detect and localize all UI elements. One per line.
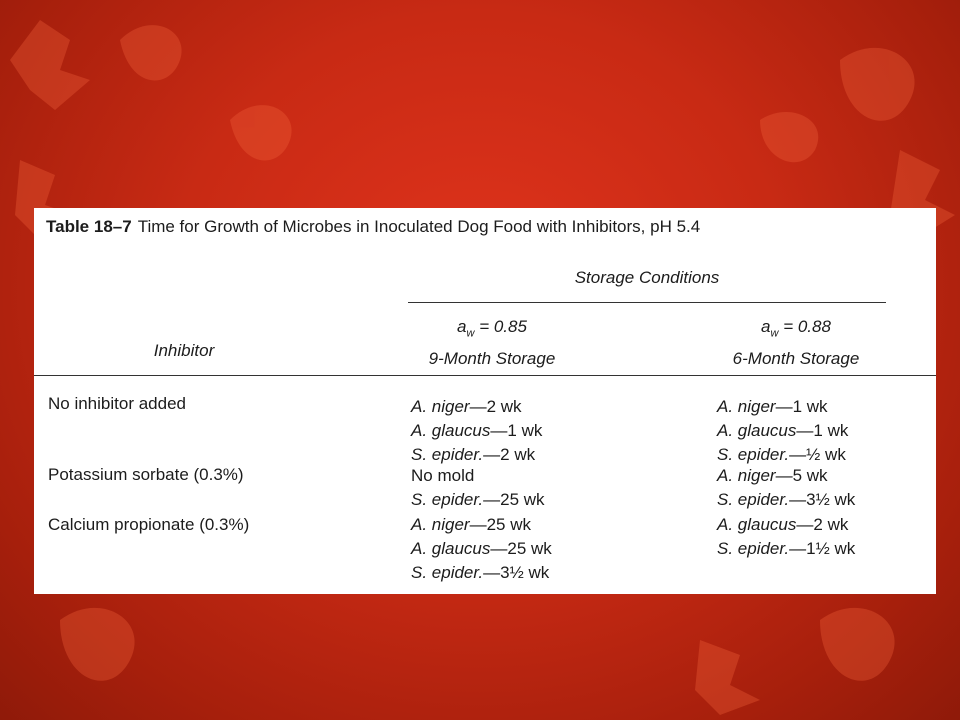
column-header-aw-085: $a_w = 0.85$ 9-Month Storage	[428, 317, 556, 369]
storage-conditions-header: Storage Conditions	[574, 268, 720, 287]
row2-col1: No mold S. epider.—25 wk	[411, 466, 545, 509]
table-title: Time for Growth of Microbes in Inoculated Dog Food with Inhibitors, pH 5.4	[137, 217, 701, 236]
header-rule	[34, 375, 936, 376]
column-header-inhibitor: Inhibitor	[153, 341, 215, 360]
row-inhibitor-potassium-sorbate: Potassium sorbate (0.3%)	[48, 465, 244, 484]
table-panel	[34, 208, 936, 594]
row3-col2: A. glaucus—2 wk S. epider.—1½ wk	[717, 515, 856, 558]
row2-col2: A. niger—5 wk S. epider.—3½ wk	[717, 466, 856, 509]
table-number: Table 18–7	[46, 217, 132, 236]
row3-col1: A. niger—25 wk A. glaucus—25 wk S. epider.—3½ wk	[411, 515, 552, 582]
table-caption	[46, 217, 700, 237]
row-inhibitor-calcium-propionate: Calcium propionate (0.3%)	[48, 515, 250, 534]
column-header-aw-088: $a_w = 0.88$ 6-Month Storage	[732, 317, 860, 369]
row-inhibitor-none: No inhibitor added	[48, 394, 186, 413]
row1-col1: A. niger—2 wk A. glaucus—1 wk S. epider.—2 wk	[411, 397, 543, 464]
storage-conditions-rule	[408, 302, 886, 303]
row1-col2: A. niger—1 wk A. glaucus—1 wk S. epider.—½ wk	[717, 397, 849, 464]
